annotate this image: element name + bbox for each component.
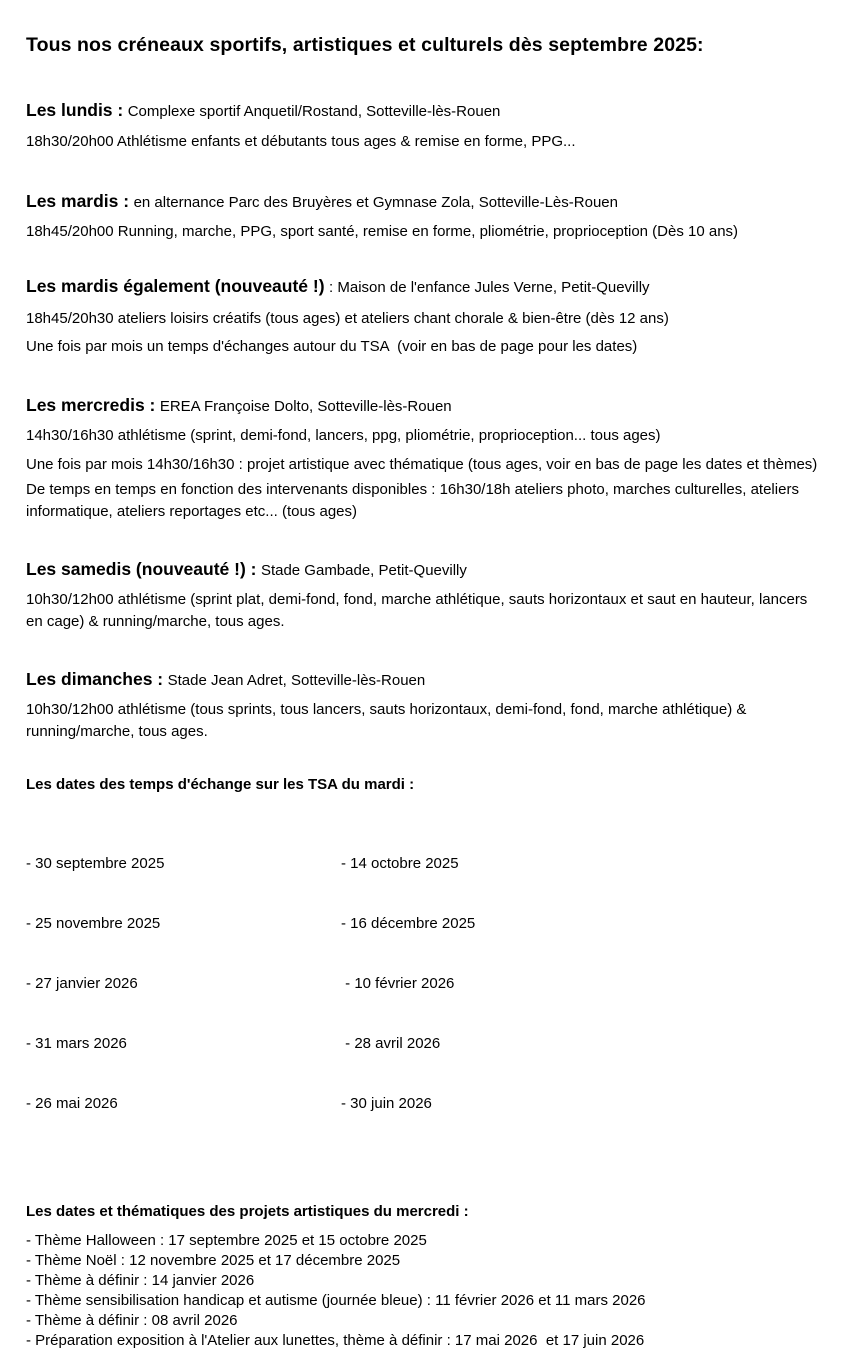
section-art-projects bbox=[26, 1201, 822, 1351]
section-mercredis bbox=[26, 393, 822, 523]
section-day-title: Les lundis : bbox=[26, 100, 124, 120]
section-heading bbox=[26, 393, 822, 419]
section-tsa-dates bbox=[26, 774, 822, 1154]
art-projects-heading: Les dates et thématiques des projets artistiques du mercredi : bbox=[26, 1203, 469, 1220]
tsa-date: - 31 mars 2026 bbox=[26, 1035, 127, 1052]
tsa-date: - 27 janvier 2026 bbox=[26, 975, 138, 992]
art-project-item: - Préparation exposition à l'Atelier aux lunettes, thème à définir : 17 mai 2026 et 17 juin 2026 bbox=[26, 1332, 645, 1349]
section-location: EREA Françoise Dolto, Sotteville-lès-Rouen bbox=[159, 398, 452, 415]
tsa-date: - 30 juin 2026 bbox=[341, 1095, 432, 1112]
section-heading bbox=[26, 667, 822, 693]
section-location: Stade Gambade, Petit-Quevilly bbox=[260, 562, 467, 579]
section-mardis bbox=[26, 189, 822, 243]
tsa-dates-heading: Les dates des temps d'échange sur les TSA du mardi : bbox=[26, 776, 415, 793]
section-line: 14h30/16h30 athlétisme (sprint, demi-fond, lancers, ppg, pliométrie, proprioception... tous ages) bbox=[26, 427, 661, 444]
section-heading bbox=[26, 98, 822, 124]
section-day-title: Les dimanches : bbox=[26, 669, 164, 689]
art-projects-list bbox=[26, 1231, 822, 1351]
section-day-title: Les mercredis : bbox=[26, 395, 156, 415]
tsa-date: - 16 décembre 2025 bbox=[341, 915, 476, 932]
section-line: 18h45/20h00 Running, marche, PPG, sport santé, remise en forme, pliométrie, proprioception (Dès 10 ans) bbox=[26, 223, 739, 240]
section-location: Complexe sportif Anquetil/Rostand, Sotteville-lès-Rouen bbox=[127, 103, 501, 120]
section-line: De temps en temps en fonction des intervenants disponibles : 16h30/18h ateliers photo, marches culturelles, ateliers informatique, ateliers reportages etc... (tous ages) bbox=[26, 481, 804, 520]
section-dimanches bbox=[26, 667, 822, 743]
section-heading bbox=[26, 557, 822, 583]
tsa-dates-right-column bbox=[341, 814, 475, 1154]
art-project-item: - Thème sensibilisation handicap et autisme (journée bleue) : 11 février 2026 et 11 mars 2026 bbox=[26, 1292, 646, 1309]
section-heading bbox=[26, 189, 822, 215]
art-project-item: - Thème à définir : 08 avril 2026 bbox=[26, 1312, 238, 1329]
tsa-dates-left-column bbox=[26, 814, 341, 1154]
section-day-title: Les mardis également (nouveauté !) bbox=[26, 276, 325, 296]
section-location: Stade Jean Adret, Sotteville-lès-Rouen bbox=[167, 672, 426, 689]
section-location: : Maison de l'enfance Jules Verne, Petit-Quevilly bbox=[329, 279, 650, 296]
tsa-date: - 30 septembre 2025 bbox=[26, 855, 165, 872]
tsa-date: - 26 mai 2026 bbox=[26, 1095, 118, 1112]
tsa-dates-columns bbox=[26, 814, 822, 1154]
tsa-date: - 14 octobre 2025 bbox=[341, 855, 459, 872]
tsa-date: - 25 novembre 2025 bbox=[26, 915, 161, 932]
section-day-title: Les mardis : bbox=[26, 191, 130, 211]
art-project-item: - Thème Halloween : 17 septembre 2025 et 15 octobre 2025 bbox=[26, 1232, 427, 1249]
section-mardis-egalement bbox=[26, 274, 822, 358]
art-project-item: - Thème Noël : 12 novembre 2025 et 17 décembre 2025 bbox=[26, 1252, 401, 1269]
tsa-date: - 28 avril 2026 bbox=[341, 1035, 441, 1052]
section-line: 10h30/12h00 athlétisme (tous sprints, tous lancers, sauts horizontaux, demi-fond, fond, marche athlétique) & running/marche, tous ages. bbox=[26, 701, 751, 740]
section-line: Une fois par mois 14h30/16h30 : projet artistique avec thématique (tous ages, voir en bas de page les dates et thèmes) bbox=[26, 456, 818, 473]
section-line: 18h30/20h00 Athlétisme enfants et débutants tous ages & remise en forme, PPG... bbox=[26, 133, 576, 150]
section-lundis bbox=[26, 98, 822, 153]
section-samedis bbox=[26, 557, 822, 633]
section-location: en alternance Parc des Bruyères et Gymnase Zola, Sotteville-Lès-Rouen bbox=[133, 194, 618, 211]
section-line: 10h30/12h00 athlétisme (sprint plat, demi-fond, fond, marche athlétique, sauts horizontaux et saut en hauteur, lancers en cage) & running/marche, tous ages. bbox=[26, 591, 812, 630]
section-line: 18h45/20h30 ateliers loisirs créatifs (tous ages) et ateliers chant chorale & bien-être (dès 12 ans) bbox=[26, 310, 669, 327]
section-heading bbox=[26, 274, 822, 300]
section-day-title: Les samedis (nouveauté !) : bbox=[26, 559, 257, 579]
section-line: Une fois par mois un temps d'échanges autour du TSA (voir en bas de page pour les dates) bbox=[26, 338, 638, 355]
page-title: Tous nos créneaux sportifs, artistiques et culturels dès septembre 2025: bbox=[26, 34, 704, 56]
art-project-item: - Thème à définir : 14 janvier 2026 bbox=[26, 1272, 255, 1289]
tsa-date: - 10 février 2026 bbox=[341, 975, 455, 992]
